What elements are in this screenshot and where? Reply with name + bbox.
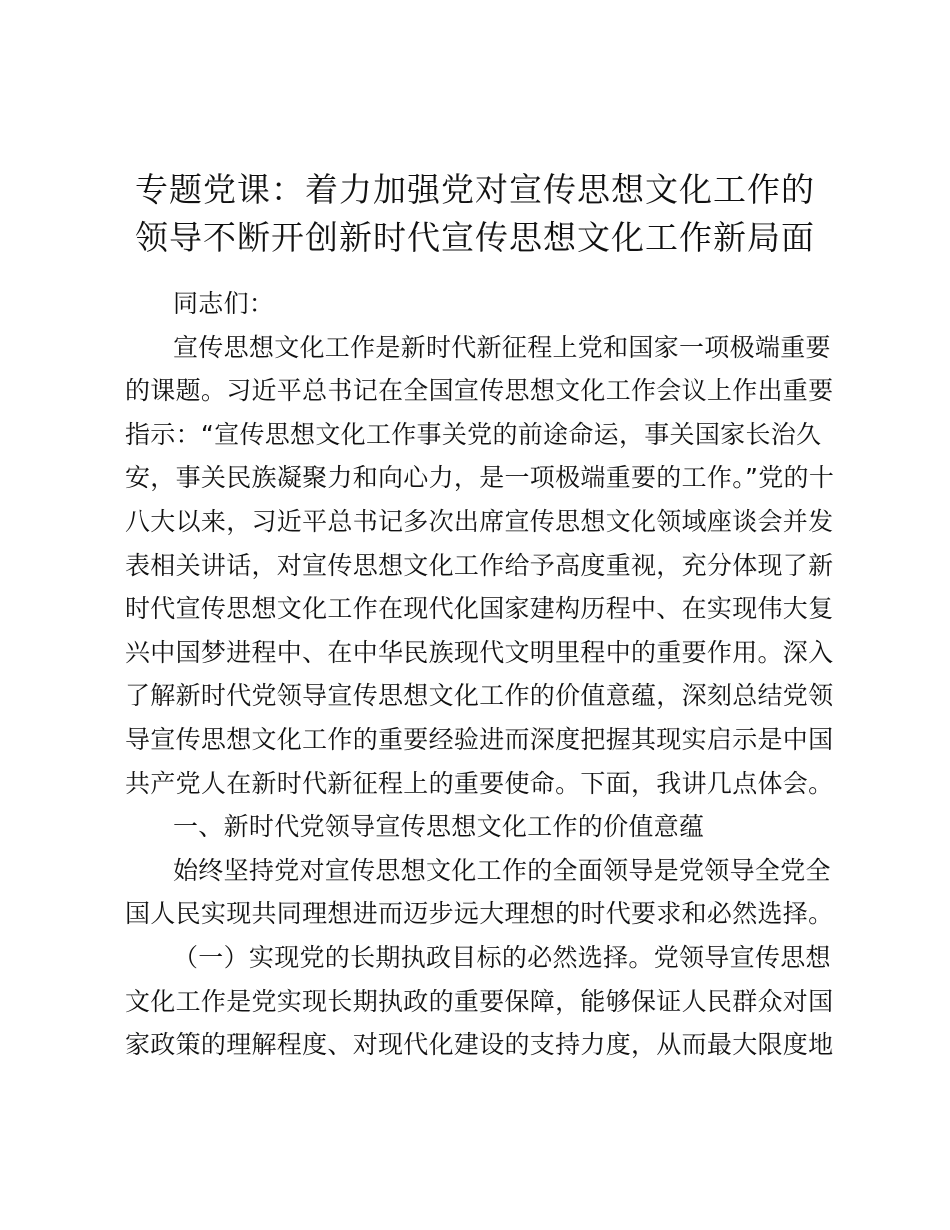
paragraph-1-line-7: 时代宣传思想文化工作在现代化国家建构历程中、在实现伟大复 [125,594,834,624]
paragraph-1-line-5: 八大以来，习近平总书记多次出席宣传思想文化领域座谈会并发 [125,506,834,536]
paragraph-1-line-1: 宣传思想文化工作是新时代新征程上党和国家一项极端重要 [173,332,831,362]
paragraph-1-line-6: 表相关讲话，对宣传思想文化工作给予高度重视，充分体现了新 [125,550,834,580]
paragraph-1-line-2: 的课题。习近平总书记在全国宣传思想文化工作会议上作出重要 [125,376,834,406]
paragraph-1-line-3: 指示：“宣传思想文化工作事关党的前途命运，事关国家长治久 [125,419,822,449]
paragraph-3-line-1: （一）实现党的长期执政目标的必然选择。党领导宣传思想 [173,942,831,972]
paragraph-1-line-9: 了解新时代党领导宣传思想文化工作的价值意蕴，深刻总结党领 [125,681,834,711]
title-line-2: 领导不断开创新时代宣传思想文化工作新局面 [135,218,815,257]
paragraph-3-line-3: 家政策的理解程度、对现代化建设的支持力度，从而最大限度地 [125,1030,834,1060]
paragraph-1-line-10: 导宣传思想文化工作的重要经验进而深度把握其现实启示是中国 [125,724,834,754]
paragraph-2-line-1: 始终坚持党对宣传思想文化工作的全面领导是党领导全党全 [173,855,831,885]
paragraph-1-line-4: 安，事关民族凝聚力和向心力，是一项极端重要的工作。”党的十 [125,463,835,493]
paragraph-1-line-8: 兴中国梦进程中、在中华民族现代文明里程中的重要作用。深入 [125,637,834,667]
title-line-1: 专题党课：着力加强党对宣传思想文化工作的 [135,170,815,209]
paragraph-1-line-11: 共产党人在新时代新征程上的重要使命。下面，我讲几点体会。 [125,768,834,798]
paragraph-2-line-2: 国人民实现共同理想进而迈步远大理想的时代要求和必然选择。 [125,899,834,929]
greeting: 同志们： [173,289,275,318]
document-title [100,166,850,262]
paragraph-3-line-2: 文化工作是党实现长期执政的重要保障，能够保证人民群众对国 [125,986,834,1016]
document-body [125,282,835,1067]
section-heading-1: 一、新时代党领导宣传思想文化工作的价值意蕴 [173,812,705,842]
